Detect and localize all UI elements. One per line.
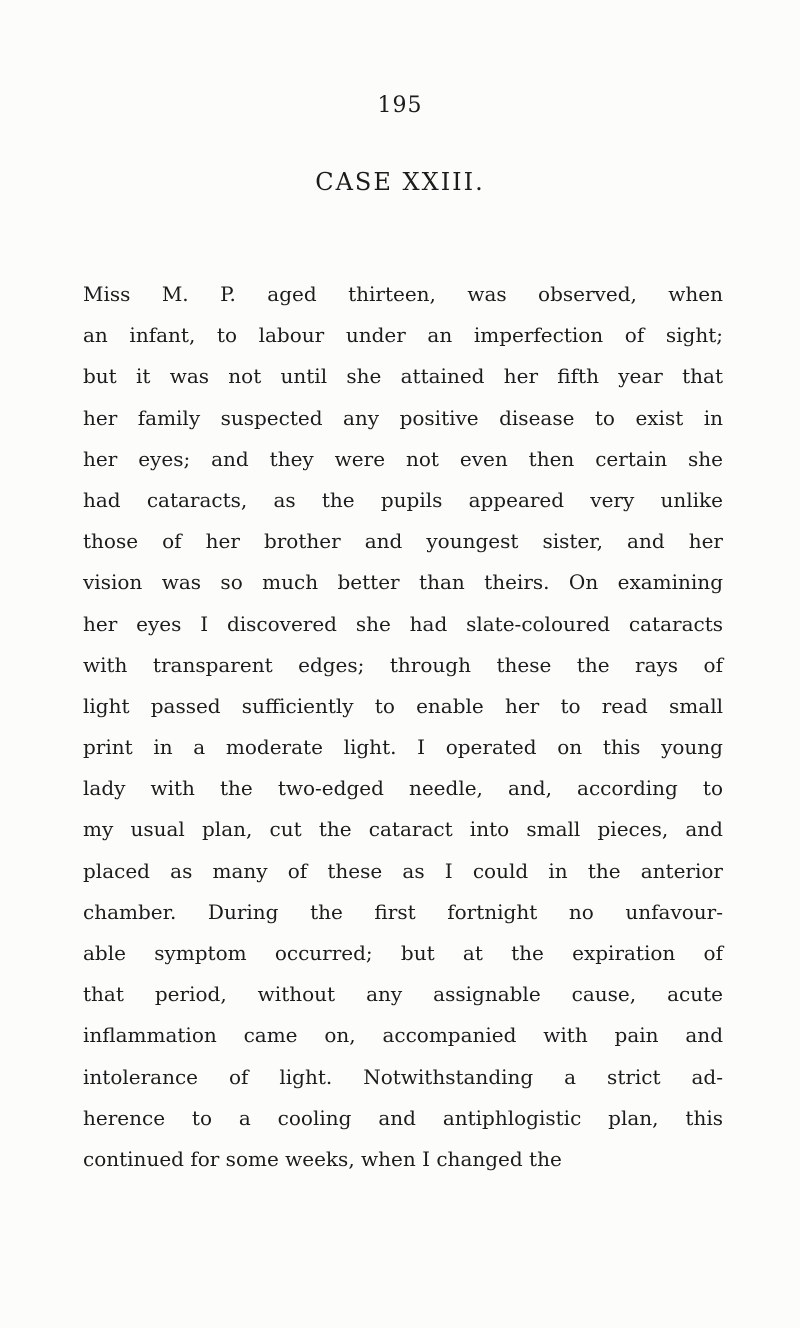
text-line: her family suspected any positive disease to exist in (83, 405, 723, 430)
text-line: placed as many of these as I could in the anterior (83, 858, 723, 883)
text-line: able symptom occurred; but at the expiration of (83, 941, 723, 965)
text-line: intolerance of light. Notwithstanding a strict ad- (83, 1064, 723, 1089)
page-number: 195 (377, 93, 423, 118)
text-line: an infant, to labour under an imperfection of sight; (83, 323, 723, 348)
text-line: had cataracts, as the pupils appeared very unlike (83, 487, 723, 512)
text-line: continued for some weeks, when I changed the (83, 1146, 562, 1171)
text-line: that period, without any assignable cause, acute (83, 982, 723, 1007)
text-line: light passed sufficiently to enable her to read small (83, 693, 723, 718)
text-line: Miss M. P. aged thirteen, was observed, when (83, 282, 723, 306)
text-line: her eyes I discovered she had slate-coloured cataracts (83, 611, 723, 636)
text-line: with transparent edges; through these the rays of (83, 652, 723, 677)
case-heading: CASE XXIII. (315, 168, 485, 196)
text-line: chamber. During the first fortnight no unfavour- (83, 899, 723, 924)
text-line: my usual plan, cut the cataract into small pieces, and (83, 817, 723, 842)
text-line: inflammation came on, accompanied with pain and (83, 1023, 723, 1048)
text-line: vision was so much better than theirs. On examining (83, 570, 723, 595)
text-line: lady with the two-edged needle, and, according to (83, 776, 723, 801)
text-line: herence to a cooling and antiphlogistic plan, this (83, 1105, 723, 1130)
text-line: those of her brother and youngest sister, and her (83, 529, 723, 554)
body-paragraph (83, 274, 723, 1180)
text-line: her eyes; and they were not even then certain she (83, 446, 723, 471)
text-line: print in a moderate light. I operated on this young (83, 735, 723, 760)
text-line: but it was not until she attained her fifth year that (83, 364, 723, 389)
